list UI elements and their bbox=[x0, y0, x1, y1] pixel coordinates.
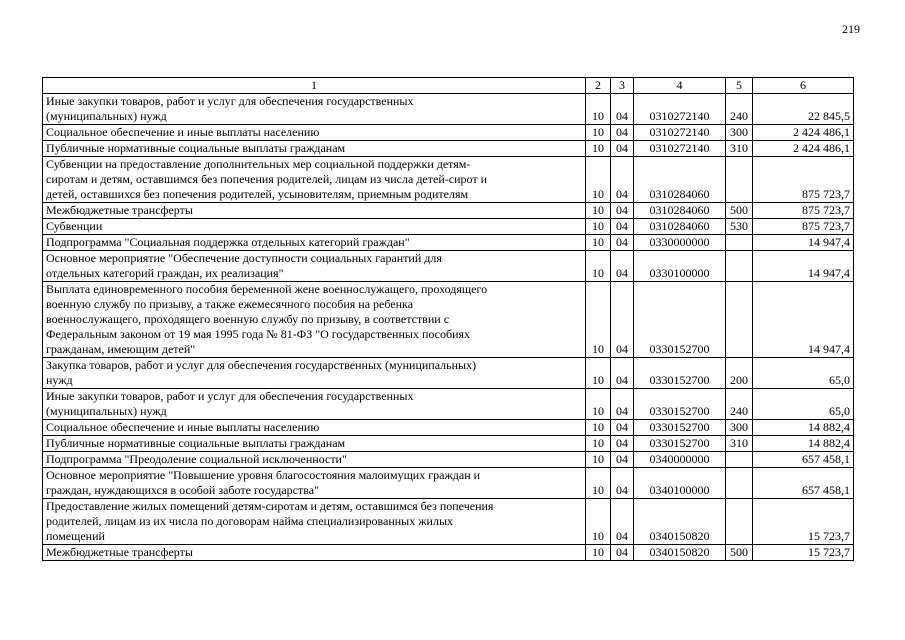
row-subsection-cell: 04 bbox=[611, 157, 634, 203]
row-target-code-cell: 0330152700 bbox=[634, 420, 726, 436]
row-amount-cell: 657 458,1 bbox=[753, 452, 854, 468]
row-target-code-cell: 0330152700 bbox=[634, 282, 726, 358]
budget-table-body bbox=[43, 78, 854, 561]
row-name-cell: Межбюджетные трансферты bbox=[43, 203, 586, 219]
row-section-cell: 10 bbox=[586, 420, 611, 436]
col-header-subsection: 3 bbox=[611, 78, 634, 94]
table-row bbox=[43, 251, 854, 282]
row-section-cell: 10 bbox=[586, 235, 611, 251]
column-number-header-row bbox=[43, 78, 854, 94]
row-amount-cell: 22 845,5 bbox=[753, 94, 854, 125]
row-expense-type-cell bbox=[726, 251, 753, 282]
row-expense-type-cell: 310 bbox=[726, 436, 753, 452]
row-expense-type-cell: 240 bbox=[726, 94, 753, 125]
table-row bbox=[43, 436, 854, 452]
col-header-section: 2 bbox=[586, 78, 611, 94]
row-amount-cell: 14 882,4 bbox=[753, 420, 854, 436]
row-subsection-cell: 04 bbox=[611, 203, 634, 219]
row-subsection-cell: 04 bbox=[611, 468, 634, 499]
table-row bbox=[43, 358, 854, 389]
row-subsection-cell: 04 bbox=[611, 125, 634, 141]
row-section-cell: 10 bbox=[586, 203, 611, 219]
row-target-code-cell: 0340150820 bbox=[634, 545, 726, 561]
row-amount-cell: 65,0 bbox=[753, 358, 854, 389]
row-amount-cell: 875 723,7 bbox=[753, 203, 854, 219]
row-subsection-cell: 04 bbox=[611, 545, 634, 561]
row-target-code-cell: 0330000000 bbox=[634, 235, 726, 251]
row-target-code-cell: 0340100000 bbox=[634, 468, 726, 499]
row-subsection-cell: 04 bbox=[611, 436, 634, 452]
row-section-cell: 10 bbox=[586, 251, 611, 282]
row-name-cell: Основное мероприятие "Повышение уровня благосостояния малоимущих граждан и граждан, нуждающихся в особой заботе государства" bbox=[43, 468, 586, 499]
row-subsection-cell: 04 bbox=[611, 358, 634, 389]
row-amount-cell: 14 947,4 bbox=[753, 251, 854, 282]
row-expense-type-cell bbox=[726, 499, 753, 545]
row-target-code-cell: 0310272140 bbox=[634, 141, 726, 157]
row-target-code-cell: 0330100000 bbox=[634, 251, 726, 282]
table-row bbox=[43, 141, 854, 157]
row-expense-type-cell: 500 bbox=[726, 545, 753, 561]
row-subsection-cell: 04 bbox=[611, 235, 634, 251]
row-section-cell: 10 bbox=[586, 219, 611, 235]
table-row bbox=[43, 157, 854, 203]
row-target-code-cell: 0310284060 bbox=[634, 157, 726, 203]
row-expense-type-cell bbox=[726, 452, 753, 468]
row-expense-type-cell bbox=[726, 468, 753, 499]
row-name-cell: Публичные нормативные социальные выплаты гражданам bbox=[43, 141, 586, 157]
row-section-cell: 10 bbox=[586, 389, 611, 420]
row-section-cell: 10 bbox=[586, 125, 611, 141]
row-section-cell: 10 bbox=[586, 545, 611, 561]
row-amount-cell: 657 458,1 bbox=[753, 468, 854, 499]
row-name-cell: Предоставление жилых помещений детям-сиротам и детям, оставшимся без попечения родителей, лицам из их числа по договорам найма специализированных жилых помещений bbox=[43, 499, 586, 545]
row-section-cell: 10 bbox=[586, 452, 611, 468]
table-row bbox=[43, 94, 854, 125]
row-target-code-cell: 0330152700 bbox=[634, 389, 726, 420]
table-row bbox=[43, 389, 854, 420]
row-section-cell: 10 bbox=[586, 282, 611, 358]
row-subsection-cell: 04 bbox=[611, 389, 634, 420]
row-name-cell: Иные закупки товаров, работ и услуг для обеспечения государственных (муниципальных) нужд bbox=[43, 389, 586, 420]
page-number: 219 bbox=[842, 22, 860, 36]
row-name-cell: Межбюджетные трансферты bbox=[43, 545, 586, 561]
row-target-code-cell: 0310284060 bbox=[634, 219, 726, 235]
row-section-cell: 10 bbox=[586, 358, 611, 389]
col-header-amount: 6 bbox=[753, 78, 854, 94]
row-name-cell: Выплата единовременного пособия беременной жене военнослужащего, проходящего военную службу по призыву, а также ежемесячного пособия на ребенка военнослужащего, проходящего военную службу по призыву, в соответствии с Федеральным законом от 19 мая 1995 года № 81-ФЗ "О государственных пособиях гражданам, имеющим детей" bbox=[43, 282, 586, 358]
row-expense-type-cell: 240 bbox=[726, 389, 753, 420]
row-amount-cell: 15 723,7 bbox=[753, 499, 854, 545]
row-expense-type-cell: 200 bbox=[726, 358, 753, 389]
row-expense-type-cell: 310 bbox=[726, 141, 753, 157]
col-header-expense-type: 5 bbox=[726, 78, 753, 94]
row-amount-cell: 2 424 486,1 bbox=[753, 125, 854, 141]
row-amount-cell: 875 723,7 bbox=[753, 219, 854, 235]
row-name-cell: Подпрограмма "Социальная поддержка отдельных категорий граждан" bbox=[43, 235, 586, 251]
row-subsection-cell: 04 bbox=[611, 141, 634, 157]
row-section-cell: 10 bbox=[586, 468, 611, 499]
row-amount-cell: 14 882,4 bbox=[753, 436, 854, 452]
col-header-name: 1 bbox=[43, 78, 586, 94]
row-expense-type-cell: 300 bbox=[726, 125, 753, 141]
row-expense-type-cell: 500 bbox=[726, 203, 753, 219]
row-expense-type-cell bbox=[726, 235, 753, 251]
row-section-cell: 10 bbox=[586, 436, 611, 452]
row-target-code-cell: 0340150820 bbox=[634, 499, 726, 545]
row-name-cell: Подпрограмма "Преодоление социальной исключенности" bbox=[43, 452, 586, 468]
row-subsection-cell: 04 bbox=[611, 251, 634, 282]
row-target-code-cell: 0310272140 bbox=[634, 94, 726, 125]
row-amount-cell: 65,0 bbox=[753, 389, 854, 420]
row-section-cell: 10 bbox=[586, 94, 611, 125]
table-row bbox=[43, 420, 854, 436]
row-subsection-cell: 04 bbox=[611, 94, 634, 125]
table-row bbox=[43, 235, 854, 251]
row-name-cell: Субвенции bbox=[43, 219, 586, 235]
row-expense-type-cell bbox=[726, 282, 753, 358]
row-name-cell: Основное мероприятие "Обеспечение доступности социальных гарантий для отдельных категорий граждан, их реализация" bbox=[43, 251, 586, 282]
row-section-cell: 10 bbox=[586, 157, 611, 203]
row-name-cell: Социальное обеспечение и иные выплаты населению bbox=[43, 125, 586, 141]
row-expense-type-cell bbox=[726, 157, 753, 203]
table-row bbox=[43, 125, 854, 141]
row-target-code-cell: 0330152700 bbox=[634, 358, 726, 389]
row-amount-cell: 14 947,4 bbox=[753, 282, 854, 358]
table-row bbox=[43, 282, 854, 358]
table-row bbox=[43, 452, 854, 468]
row-name-cell: Закупка товаров, работ и услуг для обеспечения государственных (муниципальных) нужд bbox=[43, 358, 586, 389]
row-name-cell: Субвенции на предоставление дополнительных мер социальной поддержки детям- сиротам и детям, оставшимся без попечения родителей, лицам из числа детей-сирот и детей, оставшихся без попечения родителей, усыновителям, приемным родителям bbox=[43, 157, 586, 203]
row-subsection-cell: 04 bbox=[611, 499, 634, 545]
row-section-cell: 10 bbox=[586, 499, 611, 545]
row-subsection-cell: 04 bbox=[611, 420, 634, 436]
row-expense-type-cell: 300 bbox=[726, 420, 753, 436]
row-name-cell: Социальное обеспечение и иные выплаты населению bbox=[43, 420, 586, 436]
col-header-target-code: 4 bbox=[634, 78, 726, 94]
row-amount-cell: 14 947,4 bbox=[753, 235, 854, 251]
table-row bbox=[43, 499, 854, 545]
row-amount-cell: 2 424 486,1 bbox=[753, 141, 854, 157]
budget-table bbox=[42, 77, 854, 561]
row-subsection-cell: 04 bbox=[611, 452, 634, 468]
row-section-cell: 10 bbox=[586, 141, 611, 157]
row-subsection-cell: 04 bbox=[611, 219, 634, 235]
row-amount-cell: 15 723,7 bbox=[753, 545, 854, 561]
row-target-code-cell: 0340000000 bbox=[634, 452, 726, 468]
table-row bbox=[43, 219, 854, 235]
row-amount-cell: 875 723,7 bbox=[753, 157, 854, 203]
table-row bbox=[43, 203, 854, 219]
row-subsection-cell: 04 bbox=[611, 282, 634, 358]
table-row bbox=[43, 468, 854, 499]
row-expense-type-cell: 530 bbox=[726, 219, 753, 235]
table-row bbox=[43, 545, 854, 561]
row-target-code-cell: 0330152700 bbox=[634, 436, 726, 452]
row-name-cell: Публичные нормативные социальные выплаты гражданам bbox=[43, 436, 586, 452]
row-name-cell: Иные закупки товаров, работ и услуг для обеспечения государственных (муниципальных) нужд bbox=[43, 94, 586, 125]
row-target-code-cell: 0310272140 bbox=[634, 125, 726, 141]
row-target-code-cell: 0310284060 bbox=[634, 203, 726, 219]
